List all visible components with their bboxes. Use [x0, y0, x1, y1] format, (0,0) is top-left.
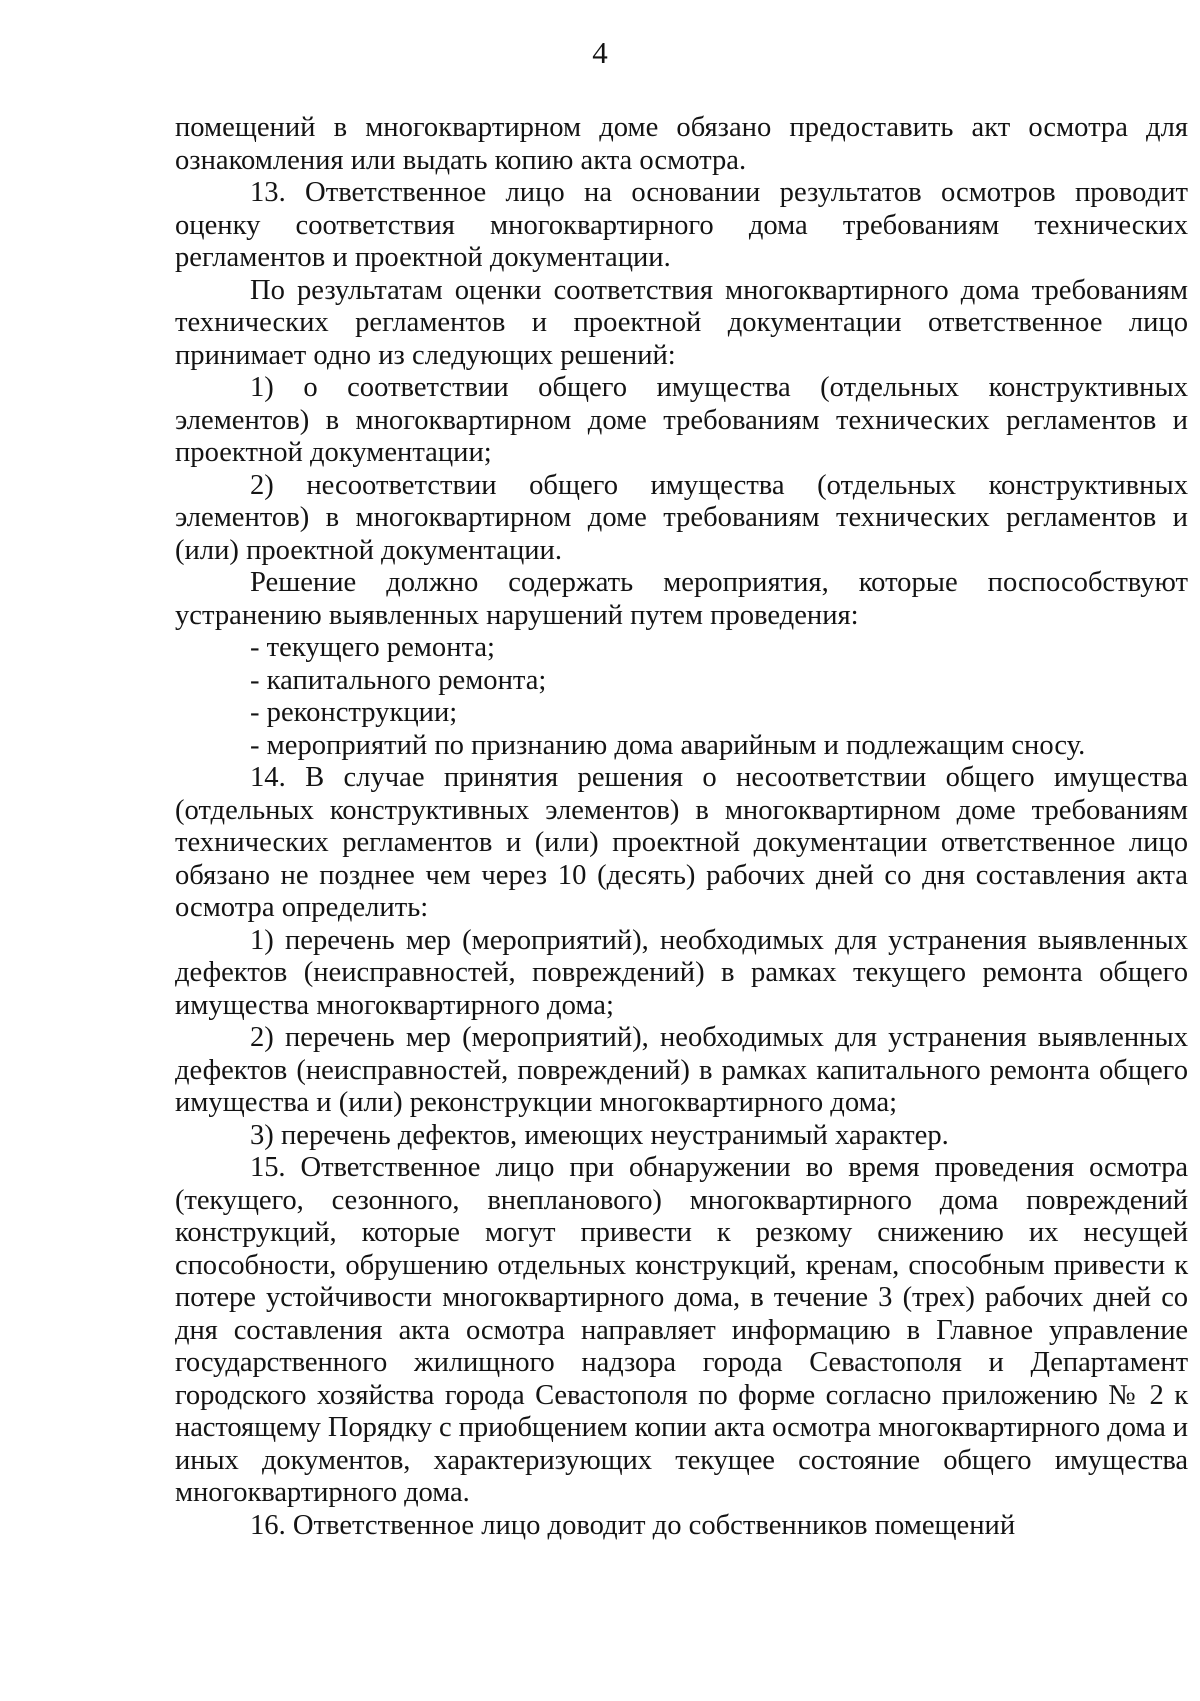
paragraph-continuation: помещений в многоквартирном доме обязано предоставить акт осмотра для ознакомления или выдать копию акта осмотра.: [175, 112, 1188, 176]
paragraph-14-item-1: 1) перечень мер (мероприятий), необходимых для устранения выявленных дефектов (неисправностей, повреждений) в рамках текущего ремонта общего имущества многоквартирного дома;: [175, 924, 1188, 1021]
paragraph-16: 16. Ответственное лицо доводит до собственников помещений: [250, 1509, 1016, 1541]
list-item: - реконструкции;: [250, 697, 458, 728]
paragraph-14-item-2: 2) перечень мер (мероприятий), необходимых для устранения выявленных дефектов (неисправностей, повреждений) в рамках капитального ремонта общего имущества и (или) реконструкции многоквартирного дома;: [175, 1022, 1188, 1118]
body-text: [175, 112, 1188, 1542]
paragraph-13-results: По результатам оценки соответствия многоквартирного дома требованиям технических регламентов и проектной документации ответственное лицо принимает одно из следующих решений:: [175, 274, 1188, 371]
paragraph-14: 14. В случае принятия решения о несоответствии общего имущества (отдельных конструктивных элементов) в многоквартирном доме требованиям технических регламентов и (или) проектной документации ответственное лицо обязано не позднее чем через 10 (десять) рабочих дней со дня составления акта осмотра определить:: [175, 762, 1188, 923]
page-number: 4: [592, 35, 608, 70]
paragraph-13-option-2: 2) несоответствии общего имущества (отдельных конструктивных элементов) в многоквартирном доме требованиям технических регламентов и (или) проектной документации.: [175, 469, 1188, 566]
paragraph-13: 13. Ответственное лицо на основании результатов осмотров проводит оценку соответствия многоквартирного дома требованиям технических регламентов и проектной документации.: [175, 177, 1188, 273]
list-item: - текущего ремонта;: [250, 632, 495, 663]
paragraph-13-decision: Решение должно содержать мероприятия, которые поспособствуют устранению выявленных нарушений путем проведения:: [175, 567, 1188, 631]
paragraph-14-item-3: 3) перечень дефектов, имеющих неустранимый характер.: [250, 1119, 949, 1151]
paragraph-13-option-1: 1) о соответствии общего имущества (отдельных конструктивных элементов) в многоквартирном доме требованиям технических регламентов и проектной документации;: [175, 372, 1188, 468]
paragraph-15: 15. Ответственное лицо при обнаружении во время проведения осмотра (текущего, сезонного, внепланового) многоквартирного дома повреждений конструкций, которые могут привести к резкому снижению их несущей способности, обрушению отдельных конструкций, кренам, способным привести к потере устойчивости многоквартирного дома, в течение 3 (трех) рабочих дней со дня составления акта осмотра направляет информацию в Главное управление государственного жилищного надзора города Севастополя и Департамент городского хозяйства города Севастополя по форме согласно приложению № 2 к настоящему Порядку с приобщением копии акта осмотра многоквартирного дома и иных документов, характеризующих текущее состояние общего имущества многоквартирного дома.: [175, 1152, 1188, 1508]
list-item: - капитального ремонта;: [250, 664, 547, 696]
list-item: - мероприятий по признанию дома аварийным и подлежащим сносу.: [250, 729, 1086, 761]
